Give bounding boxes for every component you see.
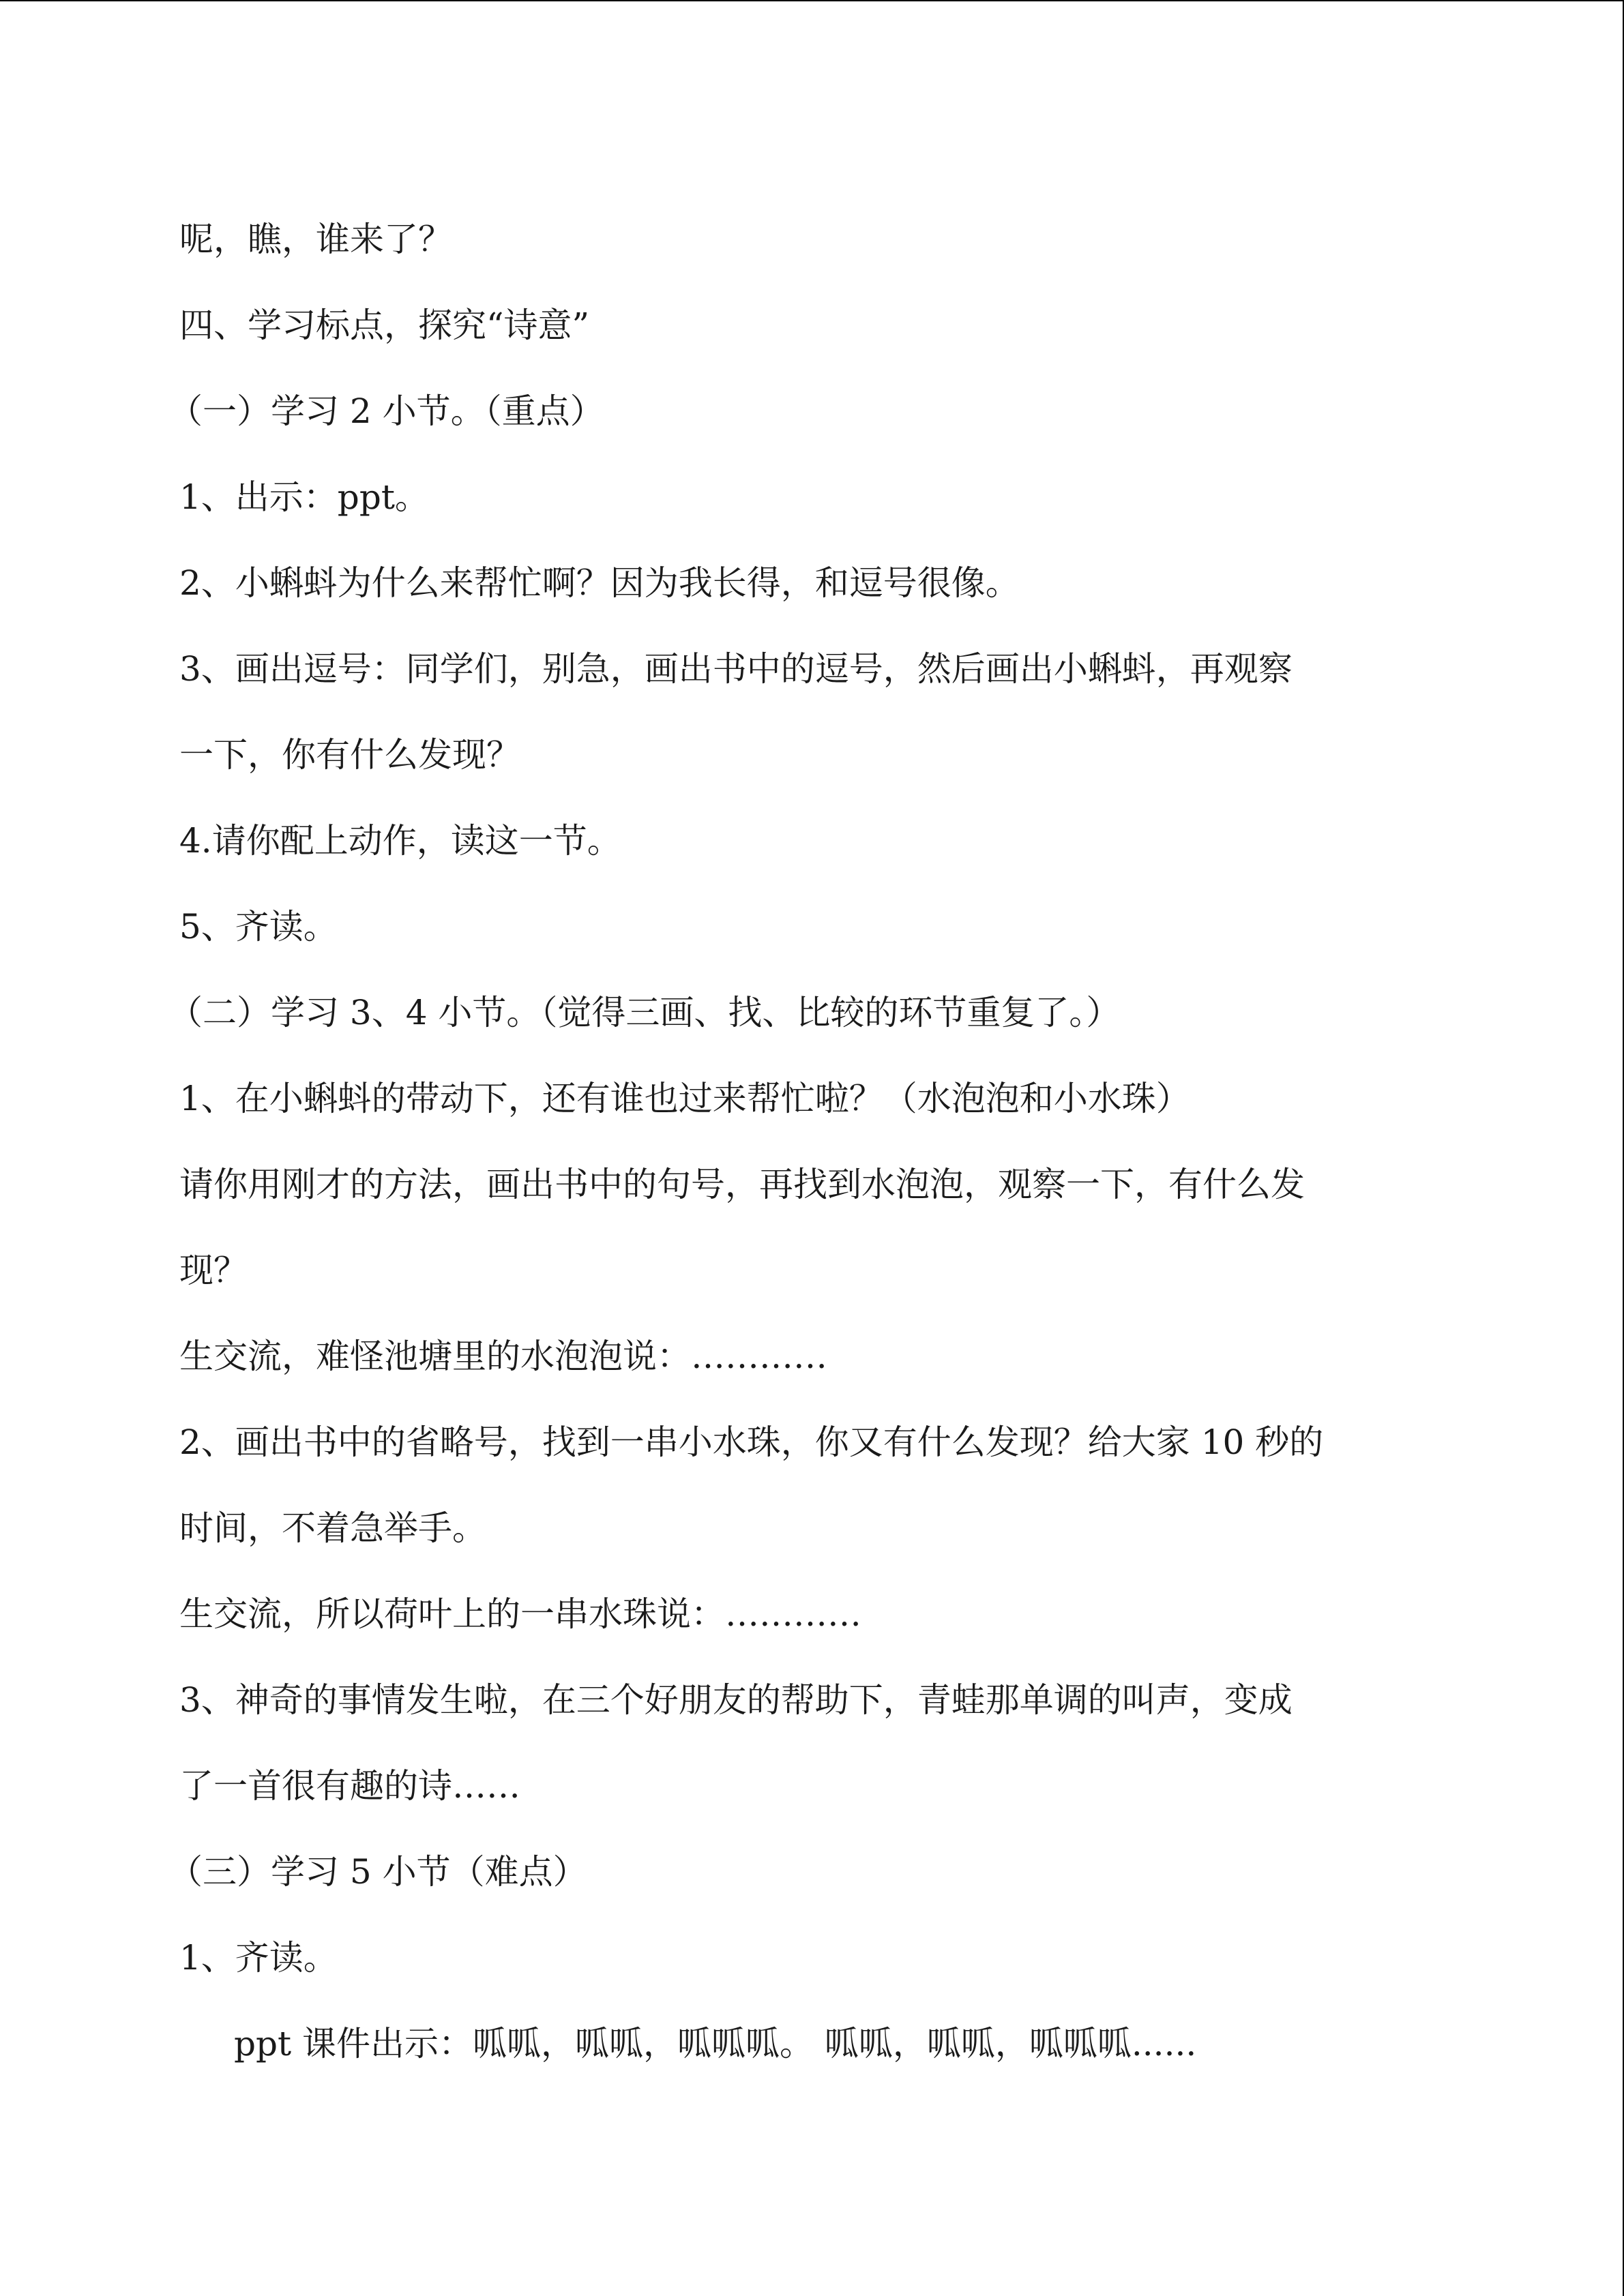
text-line: 1、出示：ppt。: [179, 477, 429, 517]
text-line: 请你用刚才的方法，画出书中的句号，再找到水泡泡，观察一下，有什么发: [179, 1165, 1305, 1204]
text-line: 1、在小蝌蚪的带动下，还有谁也过来帮忙啦？（水泡泡和小水珠）: [179, 1079, 1190, 1118]
text-line: 生交流，所以荷叶上的一串水珠说：…………: [179, 1594, 861, 1634]
text-line: 3、神奇的事情发生啦，在三个好朋友的帮助下，青蛙那单调的叫声，变成: [179, 1680, 1293, 1720]
text-line: 2、画出书中的省略号，找到一串小水珠，你又有什么发现？给大家 10 秒的: [179, 1422, 1324, 1462]
text-line: 5、齐读。: [179, 907, 338, 946]
text-line: 3、画出逗号：同学们，别急，画出书中的逗号，然后画出小蝌蚪，再观察: [179, 649, 1293, 689]
text-line: 1、齐读。: [179, 1938, 338, 1978]
document-body: [168, 196, 1462, 2087]
text-line: 了一首很有趣的诗……: [179, 1766, 520, 1806]
subsection-heading: （三）学习 5 小节（难点）: [168, 1852, 587, 1892]
text-line: 时间，不着急举手。: [179, 1508, 486, 1548]
text-line: 4.请你配上动作，读这一节。: [179, 821, 621, 861]
text-line: 一下，你有什么发现？: [179, 735, 520, 775]
section-heading: 四、学习标点，探究“诗意”: [179, 305, 590, 345]
subsection-heading: （二）学习 3、4 小节。（觉得三画、找、比较的环节重复了。）: [168, 993, 1121, 1032]
text-line: ppt 课件出示：呱呱，呱呱，呱呱呱。 呱呱，呱呱，呱呱呱......: [234, 2024, 1197, 2063]
text-line: 现？: [179, 1251, 248, 1290]
text-line: 生交流，难怪池塘里的水泡泡说：…………: [179, 1337, 827, 1376]
text-line: 呢，瞧，谁来了？: [179, 220, 452, 259]
subsection-heading: （一）学习 2 小节。（重点）: [168, 391, 604, 431]
text-line: 2、小蝌蚪为什么来帮忙啊？因为我长得，和逗号很像。: [179, 563, 1020, 603]
